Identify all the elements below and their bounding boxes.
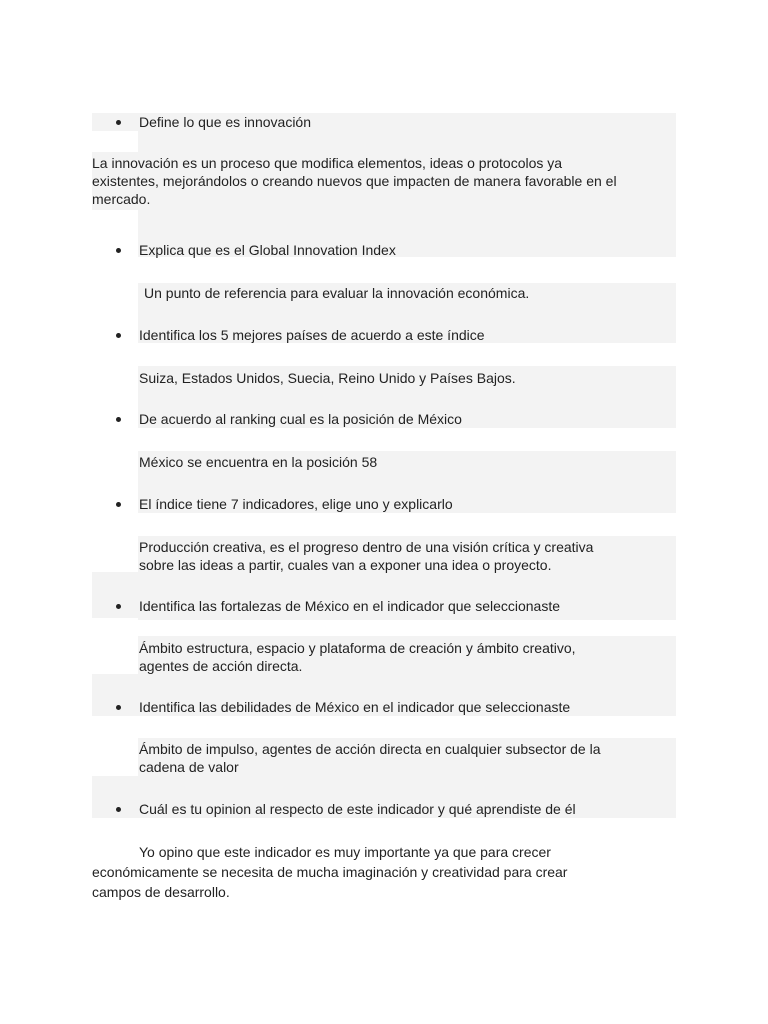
- question-4: De acuerdo al ranking cual es la posición de México: [139, 411, 462, 427]
- bullet-marker: [116, 417, 121, 422]
- answer-6-line-2: agentes de acción directa.: [139, 658, 303, 674]
- answer-8: [92, 842, 567, 902]
- question-3: Identifica los 5 mejores países de acuerdo a este índice: [139, 327, 485, 343]
- answer-8-line-1: Yo opino que este indicador es muy importante ya que para crecer: [139, 844, 551, 860]
- bullet-marker: [116, 807, 121, 812]
- answer-7-line-1: Ámbito de impulso, agentes de acción directa en cualquier subsector de la: [139, 741, 601, 757]
- question-8: Cuál es tu opinion al respecto de este indicador y qué aprendiste de él: [139, 801, 576, 817]
- answer-1: [92, 154, 617, 208]
- bullet-marker: [116, 248, 121, 253]
- bullet-marker: [116, 705, 121, 710]
- bullet-marker: [116, 604, 121, 609]
- bullet-marker: [116, 502, 121, 507]
- answer-8-line-3: campos de desarrollo.: [92, 884, 230, 900]
- answer-5-line-2: sobre las ideas a partir, cuales van a exponer una idea o proyecto.: [139, 557, 552, 573]
- answer-4: México se encuentra en la posición 58: [139, 454, 378, 470]
- answer-6: [139, 639, 576, 675]
- answer-5-line-1: Producción creativa, es el progreso dentro de una visión crítica y creativa: [139, 539, 594, 555]
- answer-1-line-1: La innovación es un proceso que modifica elementos, ideas o protocolos ya: [92, 155, 563, 171]
- answer-7-line-2: cadena de valor: [139, 759, 239, 775]
- answer-2: Un punto de referencia para evaluar la innovación económica.: [144, 285, 530, 301]
- question-2: Explica que es el Global Innovation Index: [139, 242, 396, 258]
- answer-5: [139, 538, 593, 574]
- bullet-marker: [116, 333, 121, 338]
- answer-8-line-2: económicamente se necesita de mucha imaginación y creatividad para crear: [92, 864, 568, 880]
- question-7: Identifica las debilidades de México en el indicador que seleccionaste: [139, 699, 571, 715]
- question-5: El índice tiene 7 indicadores, elige uno y explicarlo: [139, 496, 453, 512]
- answer-1-line-2: existentes, mejorándolos o creando nuevos que impacten de manera favorable en el: [92, 173, 617, 189]
- answer-6-line-1: Ámbito estructura, espacio y plataforma de creación y ámbito creativo,: [139, 640, 576, 656]
- bullet-marker: [116, 120, 121, 125]
- answer-1-line-3: mercado.: [92, 191, 151, 207]
- answer-3: Suiza, Estados Unidos, Suecia, Reino Unido y Países Bajos.: [139, 370, 516, 386]
- answer-7: [139, 740, 601, 776]
- question-1: Define lo que es innovación: [139, 114, 312, 130]
- question-6: Identifica las fortalezas de México en el indicador que seleccionaste: [139, 598, 561, 614]
